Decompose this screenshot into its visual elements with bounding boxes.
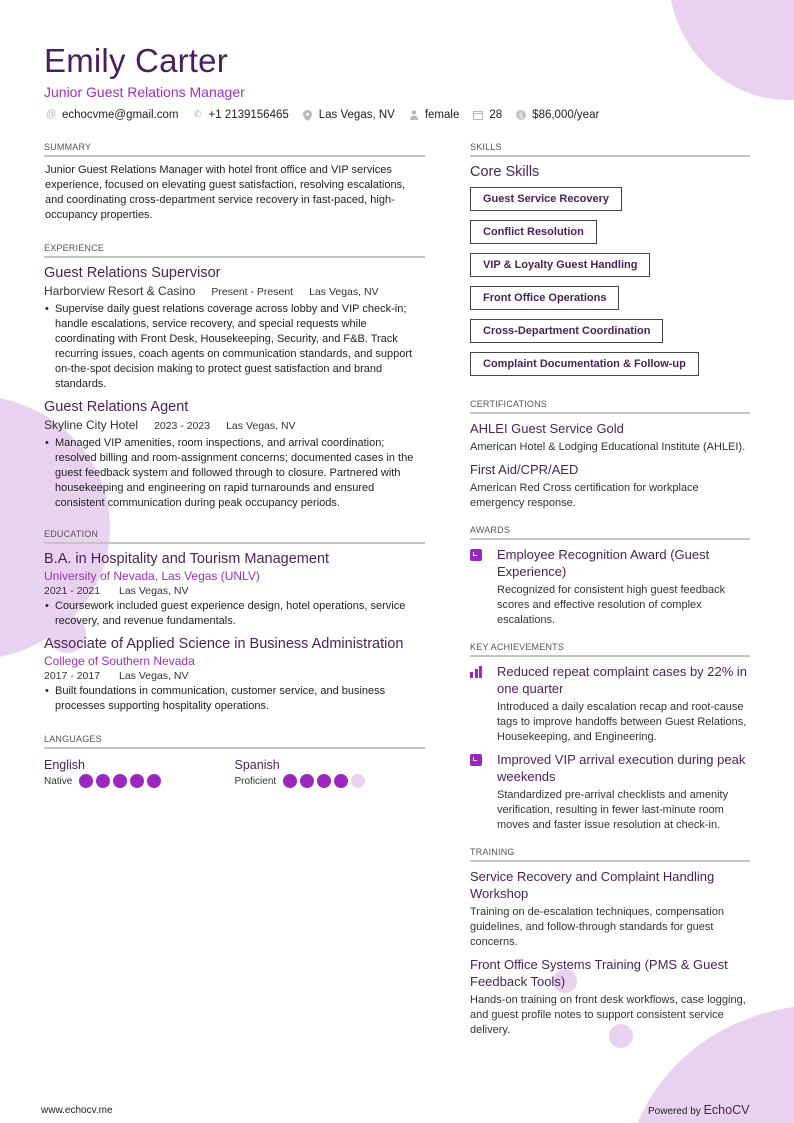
degree-title: Associate of Applied Science in Business Administration: [44, 636, 404, 652]
contact-email[interactable]: [46, 109, 179, 121]
training-title: Service Recovery and Complaint Handling Workshop: [470, 869, 715, 901]
education-location: Las Vegas, NV: [118, 670, 189, 682]
job-entry: [44, 264, 425, 392]
bar-chart-icon: [470, 666, 482, 678]
rating-dot-filled: [283, 774, 297, 788]
footer-website-link[interactable]: www.echocv.me: [41, 1105, 113, 1116]
skills-group-title: Core Skills: [470, 164, 540, 180]
achievement-desc: Introduced a daily escalation recap and root-cause tags to improve handoffs between Guest Relations, Housekeeping, and Engineering.: [497, 701, 747, 743]
degree-title: B.A. in Hospitality and Tourism Management: [44, 551, 330, 567]
achievements-section: [470, 642, 750, 833]
education-meta: [44, 584, 425, 599]
certification-desc: American Hotel & Lodging Educational Institute (AHLEI).: [470, 441, 746, 453]
certification-title: AHLEI Guest Service Gold: [470, 421, 624, 436]
language-level: Proficient: [234, 775, 277, 787]
job-dates: 2023 - 2023: [154, 420, 211, 432]
award-icon: [470, 549, 482, 561]
education-dates: 2021 - 2021: [44, 585, 101, 597]
language-rating: [44, 774, 235, 788]
job-meta: [44, 283, 425, 300]
language-name: English: [44, 758, 85, 772]
education-entry: [44, 635, 425, 714]
candidate-name: Emily Carter: [44, 42, 228, 79]
section-heading: EXPERIENCE: [44, 243, 425, 258]
education-bullet: • Built foundations in communication, customer service, and business processes supporting hospitality operations.: [44, 684, 425, 714]
rating-dot-filled: [96, 774, 110, 788]
rating-dot-filled: [300, 774, 314, 788]
money-icon: [516, 110, 526, 120]
awards-section: [470, 525, 750, 628]
language-rating: [235, 774, 426, 788]
rating-dot-filled: [147, 774, 161, 788]
job-entry: [44, 398, 425, 511]
company-name: Harborview Resort & Casino: [44, 284, 196, 298]
languages-section: [44, 734, 425, 788]
contact-value: echocvme@gmail.com: [62, 109, 179, 121]
job-location: Las Vegas, NV: [309, 286, 379, 298]
language-name: Spanish: [234, 758, 280, 772]
achievement-desc: Standardized pre-arrival checklists and amenity verification, resulting in fewer last-minute room moves and faster issue resolution at check-in.: [497, 789, 729, 831]
skill-chip: Front Office Operations: [470, 286, 619, 310]
section-heading: EDUCATION: [44, 529, 425, 544]
education-location: Las Vegas, NV: [118, 585, 189, 597]
left-column: [44, 142, 425, 802]
svg-text:$: $: [518, 112, 524, 120]
school-name: College of Southern Nevada: [44, 654, 195, 668]
rating-dot-filled: [130, 774, 144, 788]
contact-value: female: [424, 109, 460, 121]
achievement-title: Reduced repeat complaint cases by 22% in one quarter: [497, 664, 748, 696]
summary-text: Junior Guest Relations Manager with hotel front office and VIP services experience, focused on elevating guest satisfaction, resolving escalations, and coordinating cross-department service recovery in fast-paced, high-occupancy properties.: [45, 164, 406, 221]
training-desc: Hands-on training on front desk workflows, case logging, and guest profile notes to support consistent service delivery.: [470, 994, 746, 1036]
skill-chip: Cross-Department Coordination: [470, 319, 663, 343]
job-dates: Present - Present: [211, 286, 294, 298]
powered-by-label: Powered by: [648, 1106, 701, 1117]
education-section: [44, 529, 425, 714]
section-heading: LANGUAGES: [44, 734, 425, 749]
section-heading: CERTIFICATIONS: [470, 399, 750, 414]
award-title: Employee Recognition Award (Guest Experience): [497, 547, 710, 579]
training-section: [470, 847, 750, 1038]
skill-chip: Guest Service Recovery: [470, 187, 622, 211]
award-icon: [470, 754, 482, 766]
skill-chip: VIP & Loyalty Guest Handling: [470, 253, 650, 277]
candidate-title: Junior Guest Relations Manager: [44, 84, 245, 100]
contact-value: 28: [489, 109, 503, 121]
contact-value: Las Vegas, NV: [318, 109, 395, 121]
contact-location: [303, 109, 395, 121]
training-desc: Training on de-escalation techniques, compensation guidelines, and follow-through standards for guest concerns.: [470, 906, 724, 948]
rating-dot-filled: [113, 774, 127, 788]
section-heading: SUMMARY: [44, 142, 425, 157]
rating-dot-empty: [351, 774, 365, 788]
company-name: Skyline City Hotel: [44, 418, 139, 432]
skill-chip: Complaint Documentation & Follow-up: [470, 352, 699, 376]
education-bullet: • Coursework included guest experience design, hotel operations, service recovery, and revenue fundamentals.: [44, 599, 425, 629]
section-heading: AWARDS: [470, 525, 750, 540]
achievement-entry: [470, 751, 750, 833]
skill-chip: Conflict Resolution: [470, 220, 597, 244]
achievement-entry: [470, 663, 750, 745]
contact-age: [473, 109, 502, 121]
job-bullet: • Managed VIP amenities, room inspections, and arrival coordination; resolved billing and room-assignment concerns; documented cases in the guest feedback system and followed through to closure. Partnered with housekeeping and engineering on rapid turnarounds and ensured consistent communication during peak occupancy periods.: [44, 436, 425, 511]
award-entry: [470, 546, 750, 628]
certification-desc: American Red Cross certification for workplace emergency response.: [470, 482, 699, 509]
language-list: [44, 755, 425, 788]
at-icon: @: [46, 109, 57, 120]
contact-salary: [516, 109, 599, 121]
skill-chips: [470, 187, 750, 385]
location-icon: [303, 110, 313, 120]
education-entry: [44, 550, 425, 629]
job-title: Guest Relations Supervisor: [44, 265, 221, 281]
resume-header: [44, 42, 245, 100]
section-heading: KEY ACHIEVEMENTS: [470, 642, 750, 657]
section-heading: SKILLS: [470, 142, 750, 157]
right-column: [470, 142, 750, 1052]
person-icon: [409, 110, 419, 120]
job-meta: [44, 417, 425, 434]
education-meta: [44, 669, 425, 684]
contact-value: $86,000/year: [532, 109, 600, 121]
award-desc: Recognized for consistent high guest feedback scores and effective resolution of complex escalations.: [497, 584, 726, 626]
job-title: Guest Relations Agent: [44, 399, 189, 415]
certifications-section: [470, 399, 750, 511]
rating-dot-filled: [334, 774, 348, 788]
certification-title: First Aid/CPR/AED: [470, 462, 579, 477]
experience-section: [44, 243, 425, 511]
summary-section: [44, 142, 425, 223]
school-name: University of Nevada, Las Vegas (UNLV): [44, 569, 260, 583]
achievement-title: Improved VIP arrival execution during peak weekends: [497, 752, 746, 784]
language-level: Native: [44, 775, 73, 787]
rating-dot-filled: [79, 774, 93, 788]
job-bullet: • Supervise daily guest relations coverage across lobby and VIP check-in; handle escalations, service recovery, and special requests while coordinating with Front Desk, Housekeeping, Security, and F&B. Track recurring issues, coach agents on communication standards, and support on-the-spot decision making to protect guest satisfaction and brand standards.: [44, 302, 425, 392]
job-location: Las Vegas, NV: [226, 420, 296, 432]
contact-phone[interactable]: [193, 109, 289, 121]
contact-value: +1 2139156465: [208, 109, 289, 121]
section-heading: TRAINING: [470, 847, 750, 862]
decorative-blob-top-right: [668, 0, 794, 100]
calendar-icon: [473, 110, 483, 120]
contact-bar: [46, 109, 613, 121]
rating-dot-filled: [317, 774, 331, 788]
footer-powered-by[interactable]: [648, 1103, 749, 1117]
language-entry: [44, 757, 235, 788]
contact-gender: [409, 109, 460, 121]
skills-section: [470, 142, 750, 385]
language-entry: [235, 757, 426, 788]
brand-name: EchoCV: [703, 1103, 750, 1117]
education-dates: 2017 - 2017: [44, 670, 101, 682]
phone-icon: ✆: [193, 109, 202, 120]
training-title: Front Office Systems Training (PMS & Guest Feedback Tools): [470, 957, 728, 989]
